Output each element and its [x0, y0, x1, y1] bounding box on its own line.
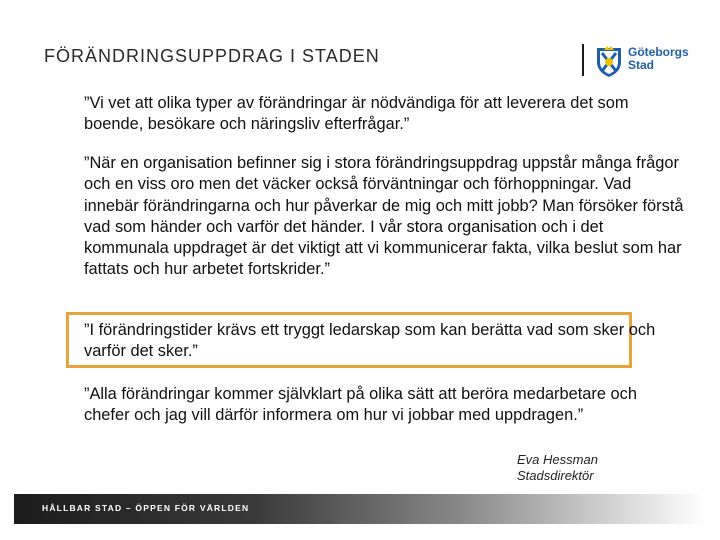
footer-bar	[14, 494, 706, 524]
logo-line-1: Göteborgs	[628, 45, 689, 59]
goteborgs-stad-logo	[594, 44, 694, 80]
logo-divider	[582, 44, 584, 76]
signature	[517, 452, 598, 484]
signature-role: Stadsdirektör	[517, 468, 594, 483]
goteborg-crest-icon	[594, 44, 624, 78]
quote-4: ”Alla förändringar kommer självklart på olika sätt att beröra medarbetare och chefer och jag vill därför informera om hur vi jobbar med uppdragen.”	[84, 385, 637, 425]
quote-1: ”Vi vet att olika typer av förändringar är nödvändiga för att leverera det som boende, besökare och näringsliv efterfrågar.”	[84, 94, 629, 134]
logo-wordmark	[628, 46, 689, 72]
quote-3-highlighted: ”I förändringstider krävs ett tryggt ledarskap som kan berätta vad som sker och varför det sker.”	[84, 321, 656, 361]
footer-slogan: HÅLLBAR STAD – ÖPPEN FÖR VÄRLDEN	[42, 503, 250, 513]
quote-2: ”När en organisation befinner sig i stora förändringsuppdrag uppstår många frågor och en viss oro men det väcker också förväntningar och förhoppningar. Vad innebär förändringarna och hur påverkar de mig och mitt jobb? Man försöker förstå vad som händer och varför det händer. I vår stora organisation och i det kommunala uppdraget är det viktigt att vi kommunicerar fakta, vilka beslut som har fattats och hur arbetet fortskrider.”	[84, 154, 684, 279]
signature-name: Eva Hessman	[517, 452, 598, 467]
slide-title: FÖRÄNDRINGSUPPDRAG I STADEN	[44, 46, 380, 66]
logo-line-2: Stad	[628, 58, 655, 72]
